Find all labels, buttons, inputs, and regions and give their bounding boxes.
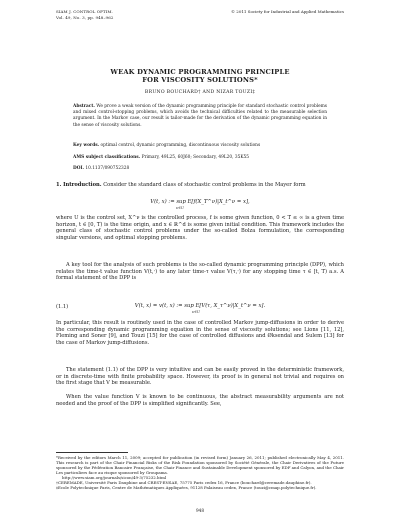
- copyright-notice: © 2011 Society for Industrial and Applied Mathematics: [231, 9, 344, 14]
- equation-number: (1.1): [56, 304, 69, 310]
- title-line-2: FOR VISCOSITY SOLUTIONS*: [142, 76, 258, 84]
- equation-value-function: [56, 199, 344, 210]
- abstract: [73, 104, 327, 129]
- footnotes: [56, 455, 344, 490]
- intro-paragraph-5: When the value function V is known to be continuous, the abstract measurability arguments are not needed and the proof of the DPP is simplified significantly. See,: [56, 394, 344, 407]
- intro-paragraph-3: In particular, this result is routinely used in the case of controlled Markov jump-diffusions in order to derive the corresponding dynamic programming equation in the sense of viscosity solutions; see Lions [11, 12], Fleming and Soner [9], and Touzi [15] for the case of controlled diffusions and Øksendal and Sulem [13] for the case of Markov jump-diffusions.: [56, 320, 344, 346]
- section-heading: 1. Introduction.: [56, 182, 102, 188]
- equation-2-subscript: ν∈U: [192, 310, 200, 314]
- footnote-divider: [56, 452, 128, 453]
- doi-text: 10.1137/090752328: [85, 166, 130, 171]
- intro-paragraph-1-rest: where U is the control set, X^ν is the controlled process, f is some given function, 0 < T ≤ ∞ is a given time horizon, t ∈ [0, T) is the time origin, and x ∈ ℝ^d is some given initial condition. This framework includes the general class of stochastic control problems under the so-called Bolza formulation, the corresponding singular versions, and optimal stopping problems.: [56, 215, 344, 241]
- page-number: 948: [196, 508, 204, 513]
- abstract-text: We prove a weak version of the dynamic programming principle for standard stochastic control problems and mixed control-stopping problems, which avoids the technical difficulties related to the measurable selection argument. In the Markov case, our result is tailor-made for the derivation of the dynamic programming equation in the sense of viscosity solutions.: [73, 104, 327, 128]
- authors: BRUNO BOUCHARD† AND NIZAR TOUZI‡: [144, 90, 256, 95]
- keywords-label: Key words.: [73, 143, 100, 148]
- footnote-affiliation-2: ‡Ecole Polytechnique Paris, Centre de Mathématiques Appliquées, 91128 Palaiseau cedex, France (touzi@cmap.polytechnique.fr).: [56, 485, 317, 490]
- intro-p1-start: Consider the standard class of stochastic control problems in the Mayer form: [103, 182, 306, 188]
- doi-label: DOI.: [73, 166, 84, 171]
- footnote-url[interactable]: http://www.siam.org/journals/sicon/49-3/75232.html: [62, 475, 167, 480]
- keywords-text: optimal control, dynamic programming, discontinuous viscosity solutions: [100, 143, 261, 148]
- footnote-received: [56, 455, 344, 475]
- doi: [73, 166, 327, 172]
- keywords: [73, 143, 327, 149]
- equation-2: V(t, x) = v(t, x) := sup E[V(τ, X_τ^ν)|X_t^ν = x].: [134, 303, 266, 309]
- ams-text: Primary, 49L25, 60J60; Secondary, 49L20, 35K55: [141, 155, 250, 160]
- ams-label: AMS subject classifications.: [73, 155, 141, 160]
- title-line-1: WEAK DYNAMIC PROGRAMMING PRINCIPLE: [110, 68, 290, 76]
- journal-name: SIAM J. CONTROL OPTIM.: [56, 9, 113, 14]
- equation-1: V(t, x) := sup E[f(X_T^ν)|X_t^ν = x],: [150, 199, 250, 205]
- journal-volume: Vol. 49, No. 3, pp. 948–962: [56, 14, 114, 20]
- ams-classification: [73, 155, 327, 161]
- journal-header: [56, 9, 114, 20]
- intro-paragraph-1: [56, 182, 344, 189]
- paper-title: [56, 68, 344, 84]
- abstract-label: Abstract.: [73, 104, 95, 109]
- equation-1-subscript: ν∈U: [176, 206, 184, 210]
- intro-paragraph-4: The statement (1.1) of the DPP is very intuitive and can be easily proved in the deterministic framework, or in discrete-time with finite probability space. However, its proof is in general not trivial and requires on the first stage that V be measurable.: [56, 367, 344, 386]
- equation-dpp: [56, 303, 344, 314]
- footnote-received-text: *Received by the editors March 11, 2009; accepted for publication (in revised form) January 26, 2011; published electronically May 4, 2011. This research is part of the Chair Financial Risks of the Risk Foundation sponsored by Société Générale, the Chair Derivatives of the Future sponsored by the Fédération Bancaire Française, the Chair Finance and Sustainable Development sponsored by EDF and Calyon, and the Chair Les particuliers face au risque sponsored by Groupama.: [56, 455, 344, 475]
- intro-paragraph-2: A key tool for the analysis of such problems is the so-called dynamic programming principle (DPP), which relates the time-t value function V(t,·) to any later time-τ value V(τ,·) for any stopping time τ ∈ [t, T) a.s. A formal statement of the DPP is: [56, 262, 344, 281]
- footnote-affiliation-1: †CEREMADE, Université Paris Dauphine and CREST-ENSAE, 75775 Paris cedex 16, France (bouchard@ceremade.dauphine.fr).: [56, 480, 312, 485]
